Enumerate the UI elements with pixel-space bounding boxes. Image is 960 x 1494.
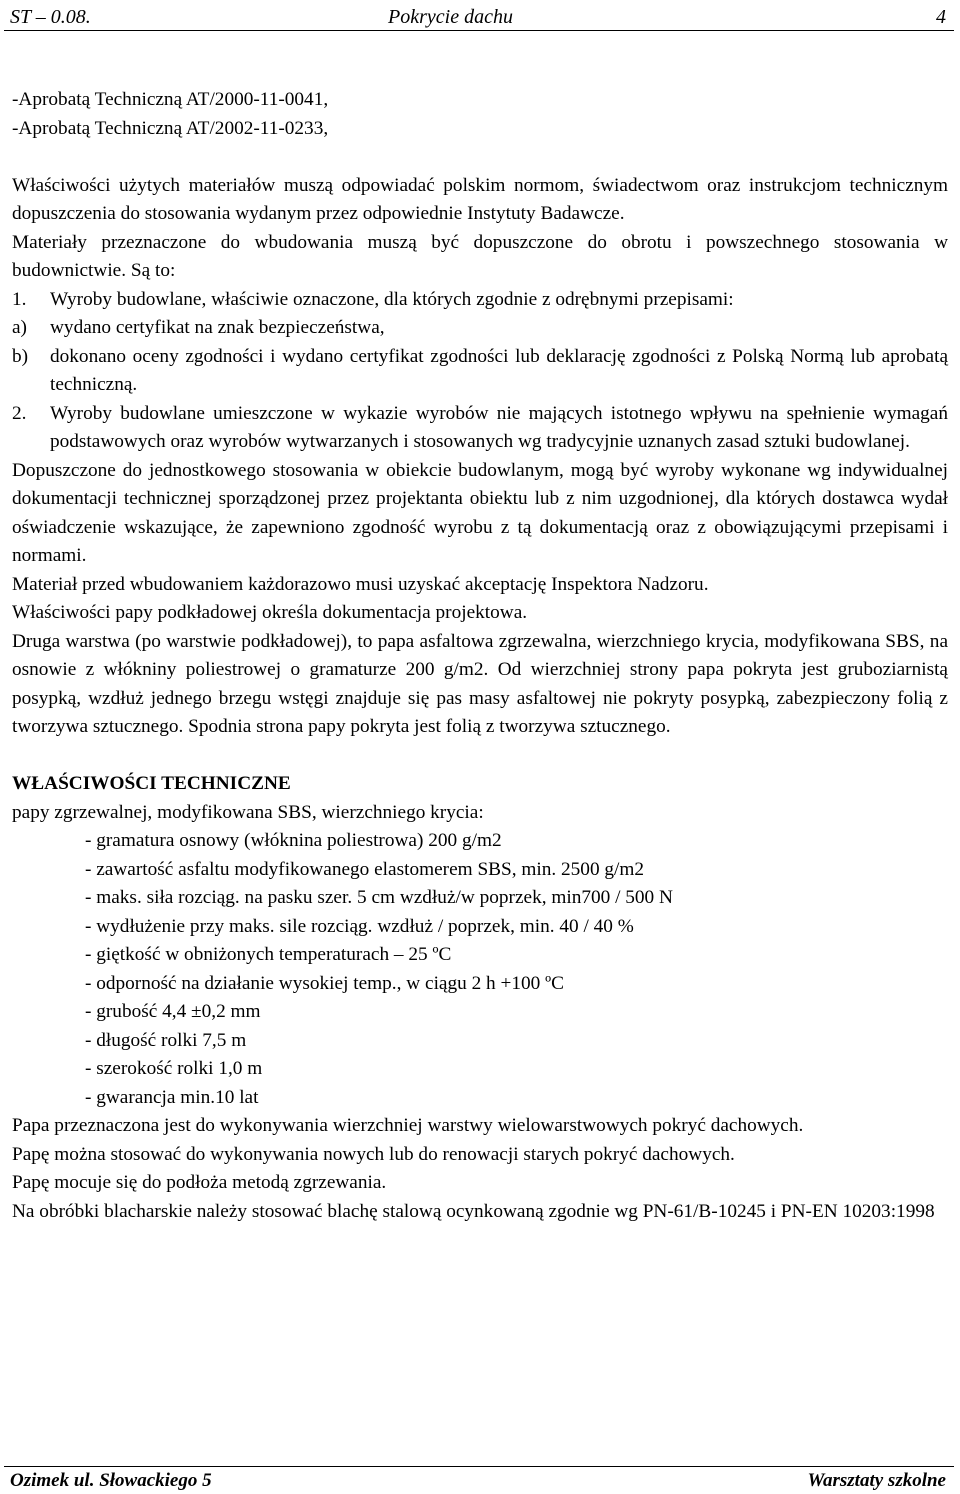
footer-institution: Warsztaty szkolne bbox=[807, 1470, 946, 1491]
page-footer bbox=[4, 1466, 954, 1491]
spec-item: - długość rolki 7,5 m bbox=[85, 1029, 247, 1051]
paragraph-materials: Materiały przeznaczone do wbudowania muszą być dopuszczone do obrotu i powszechnego stosowania w budownictwie. Są to: bbox=[12, 231, 948, 281]
list-text: dokonano oceny zgodności i wydano certyfikat zgodności lub deklarację zgodności z Polską Normą lub aprobatą techniczną. bbox=[50, 345, 948, 395]
paragraph-acceptance: Materiał przed wbudowaniem każdorazowo musi uzyskać akceptację Inspektora Nadzoru. bbox=[12, 573, 709, 595]
spec-item: - grubość 4,4 ±0,2 mm bbox=[85, 1001, 261, 1022]
footer-address: Ozimek ul. Słowackiego 5 bbox=[10, 1470, 212, 1491]
spec-item: - gwarancja min.10 lat bbox=[85, 1086, 259, 1108]
paragraph-usage: Papę można stosować do wykonywania nowych lub do renowacji starych pokryć dachowych. bbox=[12, 1143, 735, 1165]
spec-item: - giętkość w obniżonych temperaturach – 25 ºC bbox=[85, 944, 452, 965]
list-text: Wyroby budowlane umieszczone w wykazie wyrobów nie mających istotnego wpływu na spełnienie wymagań podstawowych oraz wyrobów wytwarzanych i stosowanych wg tradycyjnie uznanych zasad sztuki budowlanej. bbox=[50, 402, 948, 452]
list-item-1 bbox=[12, 286, 948, 315]
spec-item: - wydłużenie przy maks. sile rozciąg. wzdłuż / poprzek, min. 40 / 40 % bbox=[85, 915, 634, 937]
list-label: b) bbox=[12, 345, 29, 367]
document-body bbox=[12, 86, 948, 1226]
list-text: Wyroby budowlane, właściwie oznaczone, dla których zgodnie z odrębnymi przepisami: bbox=[50, 288, 734, 310]
spacer bbox=[12, 143, 948, 172]
list-label: 2. bbox=[12, 402, 27, 424]
list-item-2 bbox=[12, 400, 948, 457]
tech-intro: papy zgrzewalnej, modyfikowana SBS, wierzchniego krycia: bbox=[12, 801, 484, 823]
spec-item: - maks. siła rozciąg. na pasku szer. 5 cm wzdłuż/w poprzek, min700 / 500 N bbox=[85, 887, 673, 908]
spec-code: ST – 0.08. bbox=[10, 6, 91, 28]
list-label: 1. bbox=[12, 288, 27, 310]
paragraph-flashing: Na obróbki blacharskie należy stosować blachę stalową ocynkowaną zgodnie wg PN-61/B-10245 i PN-EN 10203:1998 bbox=[12, 1200, 935, 1222]
paragraph-purpose: Papa przeznaczona jest do wykonywania wierzchniej warstwy wielowarstwowych pokryć dachowych. bbox=[12, 1115, 804, 1136]
paragraph-individual-use: Dopuszczone do jednostkowego stosowania w obiekcie budowlanym, mogą być wyroby wykonane wg indywidualnej dokumentacji technicznej sporządzonej przez projektanta obiektu lub z nim uzgodnionej, dla których dostawca wydał oświadczenie wskazujące, że zapewniono zgodność wyrobu z tą dokumentacją oraz z obowiązującymi przepisami i normami. bbox=[12, 459, 948, 566]
paragraph-underlay: Właściwości papy podkładowej określa dokumentacja projektowa. bbox=[12, 602, 528, 623]
spec-item: - szerokość rolki 1,0 m bbox=[85, 1058, 263, 1079]
spec-item: - odporność na działanie wysokiej temp., w ciągu 2 h +100 ºC bbox=[85, 972, 564, 994]
section-heading: WŁAŚCIWOŚCI TECHNICZNE bbox=[12, 773, 291, 794]
paragraph-second-layer: Druga warstwa (po warstwie podkładowej), to papa asfaltowa zgrzewalna, wierzchniego krycia, modyfikowana SBS, na osnowie z włókniny poliestrowej o gramaturze 200 g/m2. Od wierzchniej strony papa pokryta jest gruboziarnistą posypką, wzdłuż jednego brzegu wstęgi znajduje się pas masy asfaltowej nie pokryty posypką, zabezpieczony folią z tworzywa sztucznego. Spodnia strona papy pokryta jest folią z tworzywa sztucznego. bbox=[12, 630, 948, 737]
list-text: wydano certyfikat na znak bezpieczeństwa, bbox=[50, 317, 385, 338]
spec-item: - zawartość asfaltu modyfikowanego elastomerem SBS, min. 2500 g/m2 bbox=[85, 858, 645, 880]
page-number: 4 bbox=[936, 6, 946, 28]
page-header bbox=[4, 4, 954, 31]
spec-item: - gramatura osnowy (włóknina poliestrowa) 200 g/m2 bbox=[85, 830, 502, 851]
approval-line: -Aprobatą Techniczną AT/2000-11-0041, bbox=[12, 89, 329, 110]
paragraph-fixing: Papę mocuje się do podłoża metodą zgrzewania. bbox=[12, 1172, 387, 1193]
section-title: Pokrycie dachu bbox=[388, 6, 513, 28]
list-item-a bbox=[12, 314, 948, 343]
spec-list bbox=[85, 827, 948, 1112]
spacer bbox=[12, 742, 948, 771]
list-label: a) bbox=[12, 317, 27, 338]
approval-line: -Aprobatą Techniczną AT/2002-11-0233, bbox=[12, 117, 329, 139]
paragraph-properties: Właściwości użytych materiałów muszą odpowiadać polskim normom, świadectwom oraz instrukcjom technicznym dopuszczenia do stosowania wydanym przez odpowiednie Instytuty Badawcze. bbox=[12, 174, 948, 224]
list-item-b bbox=[12, 343, 948, 400]
